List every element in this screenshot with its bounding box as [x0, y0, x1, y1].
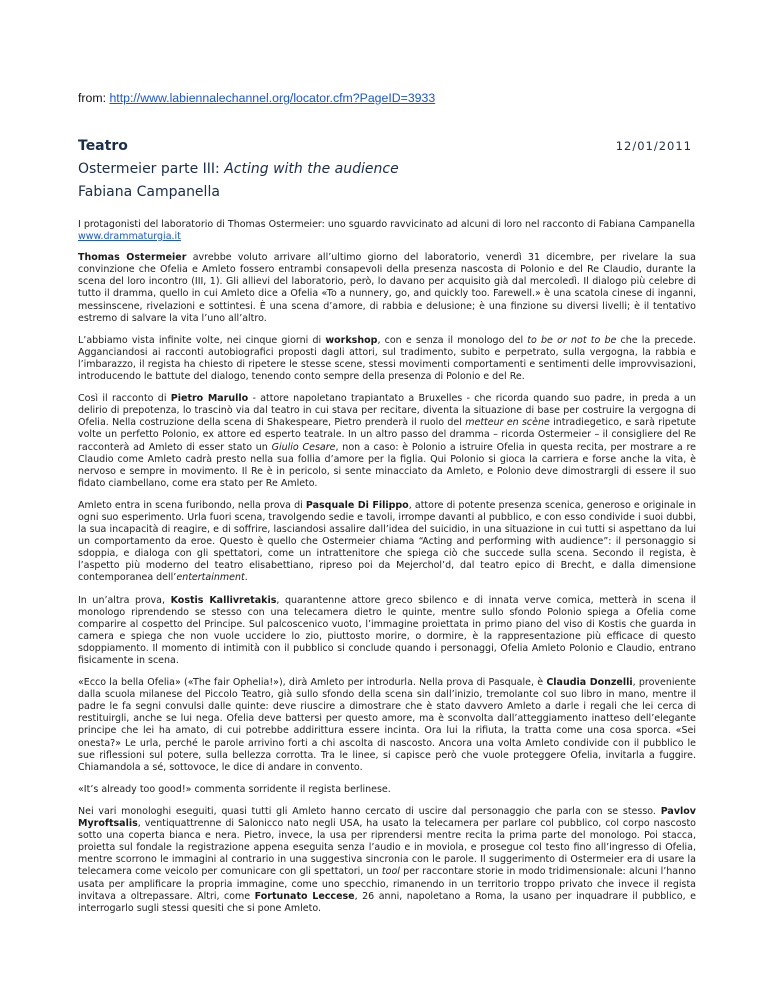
article-body [78, 219, 696, 925]
paragraph-text: , proveniente dalla scuola milanese del Piccolo Teatro, già sullo sfondo della scena sin dall’inizio, tremolante col suo libro in mano, mentre il padre le fa segni convulsi dalle quinte: deve riuscire a dimostrare che è stato davvero Amleto a darle i regali che lei cerca di restituirgli, anche se lui nega. Ofelia deve battersi per questo amore, ma è sconvolta dall’atteggiamento inatteso dell’elegante principe che lei ha amato, di cui potrebbe addirittura essere incinta. Ora lui la rifiuta, la tratta come una cosa sporca. «Sei onesta?» Le urla, perché le parole arrivino forti a chi ascolta di nascosto. Ancora una volta Amleto condivide con il pubblico le sue riflessioni sul potere, sulla bellezza corrotta. Tra le linee, si capisce però che vuole proteggere Ofelia, invitarla a fuggire. Chiamandola a sé, sottovoce, le dice di andare in convento. [78, 677, 696, 773]
article-date: 12/01/2011 [615, 139, 692, 153]
article-header [78, 138, 696, 160]
paragraph-text: , 26 anni, napoletano a Roma, la usano per inquadrare il pubblico, e interrogarlo sugli stessi quesiti che si pone Amleto. [78, 890, 696, 914]
paragraph-text: intradiegetico, e sarà ripetute volte un perfetto Polonio, ex attore ed esperto teatrale. In un altro passo del dramma – ricorda Ostermeier – il consigliere del Re racconterà ad Amleto di esser stato un [78, 417, 696, 453]
paragraph-text: Amleto entra in scena furibondo, nella prova di [78, 499, 306, 511]
paragraph-text: In un’altra prova, [78, 594, 171, 606]
paragraph-text: «Ecco la bella Ofelia» («The fair Ophelia!»), dirà Amleto per introdurla. Nella prova di Pasquale, è [78, 677, 547, 689]
title-plain: Ostermeier parte III: [78, 161, 225, 177]
title-italic: Acting with the audience [224, 161, 399, 177]
emphasis: tool [381, 866, 400, 878]
paragraph-text: per raccontare storie in modo tridimensionale: alcuni l’hanno usata per amplificare la propria immagine, come uno specchio, rimanendo in un territorio troppo privato che invece il regista invitava a oltrepassare. Altri, come [78, 866, 696, 902]
paragraph-text: - attore napoletano trapiantato a Bruxelles - che ricorda quando suo padre, in preda a un delirio di prepotenza, lo trascinò via dal teatro in cui stava per recitare, diventa la situazione di base per costruire la vergogna di Ofelia. Nella costruzione della scena di Shakespeare, Pietro prenderà il ruolo del [78, 393, 696, 429]
drammaturgia-link[interactable]: www.drammaturgia.it [78, 231, 181, 243]
article-title [78, 161, 399, 177]
person-name: Kostis Kallivretakis [170, 594, 277, 606]
paragraph-text: , quarantenne attore greco sbilenco e di innata verve comica, metterà in scena il monologo riprendendo se stesso con una telecamera dietro le quinte, mentre sullo sfondo Polonio spiega a Ofelia come comparire al cospetto del Principe. Sul palcoscenico vuoto, l’immagine proiettata in primo piano del viso di Kostis che guarda in camera e spiega che non vuole uccidere lo zio, piuttosto morire, o dormire, è la rappresentazione più efficace di questo sdoppiamento. Il momento di intimità con il pubblico si conclude quando i personaggi, Ofelia Amleto Polonio e Claudio, entrano fisicamente in scena. [78, 594, 696, 666]
person-name: Fortunato Leccese [254, 890, 355, 902]
person-name: Pavlov Myroftsalis [78, 805, 696, 830]
article-author: Fabiana Campanella [78, 184, 220, 200]
emphasis: to be or not to be [527, 334, 617, 346]
person-name: Pietro Marullo [170, 393, 249, 405]
emphasis: workshop [325, 334, 378, 346]
paragraph [78, 500, 696, 585]
paragraph-text: , non a caso: è Polonio a istruire Ofelia in questa recita, per mostrare a re Claudio come Amleto cadrà presto nella sua follia d’amore per la figlia. Qui Polonio si gioca la carriera e forse anche la vita, è nervoso e sempre in movimento. Il Re è in pericolo, si sente minacciato da Amleto, e Polonio deve dimostrargli di essere il suo fidato ciambellano, come era stato per Re Amleto. [78, 441, 696, 489]
paragraph-text: che la precede. Agganciandosi ai racconti autobiografici proposti dagli attori, sul tradimento, subito e perpetrato, sulla vergogna, la rabbia e l’imbarazzo, il regista ha chiesto di ripetere le stesse scene, stessi movimenti comportamenti e sentimenti delle improvvisazioni, introducendo le battute del dialogo, tenendo conto sempre della presenza di Polonio e del Re. [78, 334, 696, 383]
paragraph [78, 677, 696, 774]
person-name: Pasquale Di Filippo [305, 499, 409, 511]
source-link[interactable]: http://www.labiennalechannel.org/locator.cfm?PageID=3933 [109, 91, 436, 105]
paragraph [78, 335, 696, 383]
person-name: Claudia Donzelli [546, 677, 633, 689]
paragraph: «It’s already too good!» commenta sorridente il regista berlinese. [78, 783, 391, 795]
paragraph-text: , attore di potente presenza scenica, generoso e originale in ogni suo esperimento. Urla fuori scena, travolgendo sedie e tavoli, irrompe davanti al pubblico, e con esso condivide i suoi dubbi, la sua incapacità di reagire, e di soffrire, lasciandosi assalire dall’idea del suicidio, in una situazione in cui tutti si aspettano da lui un comportamento da eroe. Questo è quello che Ostermeier chiama “Acting and performing with audience”: il personaggio si sdoppia, e dialoga con gli spettatori, come un intrattenitore che spiega ciò che succede sulla scena. Secondo il regista, è l’aspetto più moderno del teatro elisabettiano, ripreso poi da Mejerchol’d, dal teatro epico di Brecht, e dalla dimensione contemporanea dell’ [78, 499, 696, 584]
paragraph-text: avrebbe voluto arrivare all’ultimo giorno del laboratorio, venerdì 31 dicembre, per rivelare la sua convinzione che Ofelia e Amleto fossero entrambi consapevoli della presenza nascosta di Polonio e del Re Claudio, durante la scena del loro incontro (III, 1). Gli allievi del laboratorio, però, lo davano per acquisito già dal mercoledì. Il dialogo più celebre di tutto il dramma, quello in cui Amleto dice a Ofelia «To a nunnery, go, and quickly too. Farewell.» è una scatola cinese di inganni, messinscene, rivelazioni e sottintesi. È una scena d’amore, di rabbia e delusione; è una finzione su diversi livelli; è il tentativo estremo di salvare la vita l’uno all’altro. [78, 252, 696, 324]
emphasis: Giulio Cesare [271, 441, 336, 453]
lead-text: I protagonisti del laboratorio di Thomas Ostermeier: uno sguardo ravvicinato ad alcuni di loro nel racconto di Fabiana Campanella [78, 219, 696, 230]
paragraph-text: , con e senza il monologo del [377, 334, 528, 346]
paragraph-text: L’abbiamo vista infinite volte, nei cinque giorni di [78, 334, 326, 346]
emphasis: entertainment [176, 572, 245, 584]
person-name: Thomas Ostermeier [78, 252, 187, 264]
source-prefix: from: [78, 91, 110, 105]
paragraph [78, 393, 696, 490]
emphasis: metteur en scène [465, 417, 550, 429]
source-line [78, 91, 435, 105]
paragraph [78, 595, 696, 668]
paragraph-text: . [244, 572, 248, 584]
paragraph [78, 252, 696, 325]
paragraph-text: Nei vari monologhi eseguiti, quasi tutti gli Amleto hanno cercato di uscire dal personaggio che parla con se stesso. [78, 805, 661, 817]
paragraph-text: Così il racconto di [78, 393, 171, 405]
section-label: Teatro [78, 138, 128, 154]
lead-paragraph [78, 219, 696, 243]
paragraph-text: , ventiquattrenne di Salonicco nato negli USA, ha usato la telecamera per parlare col pubblico, col corpo nascosto sotto una coperta bianca e nera. Pietro, invece, la usa per riprendersi mentre recita la prima parte del monologo. Poi stacca, proietta sul fondale la registrazione appena eseguita senza l’audio e in moviola, e prosegue col testo fino all’ingresso di Ofelia, mentre scorrono le immagini al contrario in una suggestiva sincronia con le parole. Il suggerimento di Ostermeier era di usare la telecamera come veicolo per comunicare con gli spettatori, un [78, 818, 696, 878]
paragraph [78, 806, 696, 915]
